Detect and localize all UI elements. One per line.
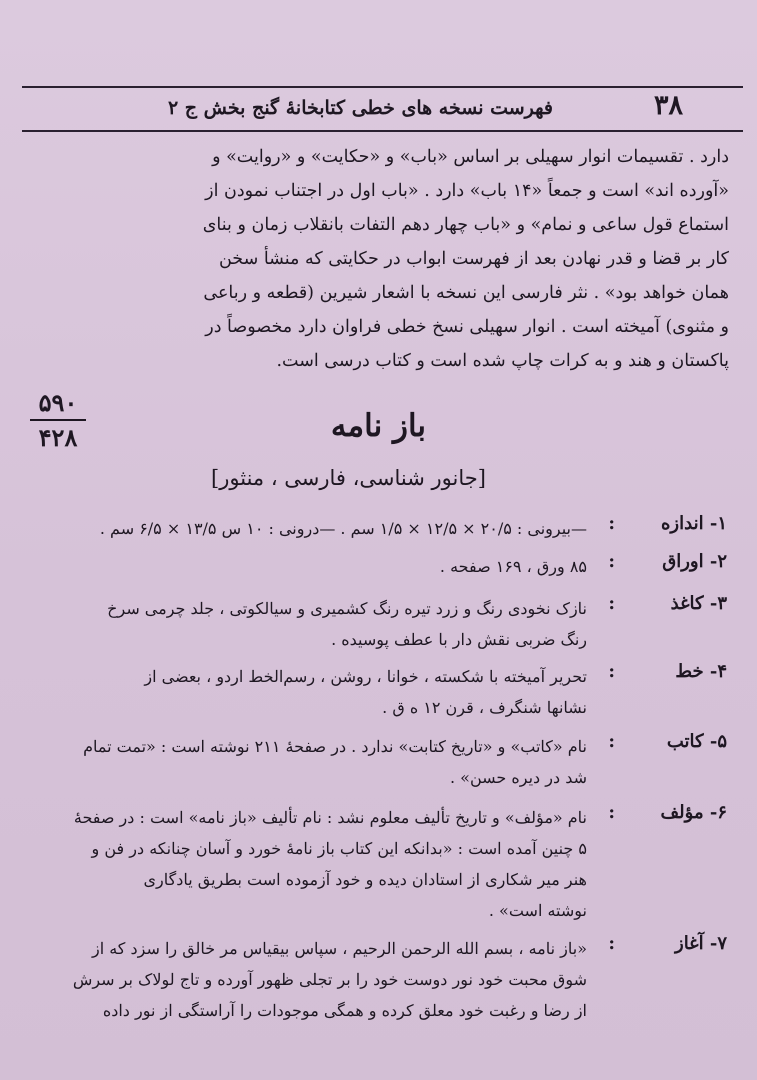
field-size — [22, 513, 727, 545]
page-number: ۳۸ — [653, 90, 683, 121]
field-line: هنر میر شکاری از استادان دیده و خود آزموده است بطریق یادگاری — [143, 870, 587, 889]
field-value — [22, 593, 587, 655]
running-title: فهرست نسخه های خطی کتابخانهٔ گنج بخش ج ۲ — [167, 97, 553, 119]
field-line: تحریر آمیخته با شکسته ، خوانا ، روشن ، رسم‌الخط اردو ، بعضی از — [144, 667, 587, 686]
field-line: «باز نامه ، بسم الله الرحمن الرحیم ، سپاس بیقیاس مر خالق را سزد که از — [91, 939, 587, 958]
field-colon: : — [608, 802, 615, 823]
entry-number-bottom: ۴۲۸ — [38, 423, 78, 452]
paragraph-line: «آورده اند» است و جمعاً «۱۴ باب» دارد . «باب اول در اجتناب نمودن از — [205, 181, 729, 201]
running-header — [22, 86, 743, 132]
entry-number-top: ۵۹۰ — [30, 388, 86, 421]
book-title: باز نامه — [330, 408, 427, 444]
field-label: ۱- اندازه — [661, 513, 727, 534]
field-scribe — [22, 731, 727, 795]
field-line: —بیرونی : ۲۰/۵ × ۱۲/۵ × ۱/۵ سم . —درونی : ۱۰ س ۱۳/۵ × ۶/۵ سم . — [99, 519, 587, 538]
field-value — [22, 551, 587, 582]
field-label: ۷- آغاز — [675, 933, 727, 954]
field-label: ۵- کاتب — [666, 731, 727, 752]
field-label: ۶- مؤلف — [660, 802, 727, 823]
paragraph-line: استماع قول ساعی و نمام» و «باب چهار دهم التفات بانقلاب زمان و بنای — [202, 215, 729, 235]
field-line: ۸۵ ورق ، ۱۶۹ صفحه . — [439, 557, 587, 576]
field-paper — [22, 593, 727, 657]
field-colon: : — [608, 513, 615, 534]
paragraph-line: دارد . تقسیمات انوار سهیلی بر اساس «باب» و «حکایت» و «روایت» و — [212, 147, 729, 167]
field-line: نام «مؤلف» و تاریخ تألیف معلوم نشد : نام تألیف «باز نامه» است : در صفحهٔ — [73, 808, 587, 827]
paragraph-line: و مثنوی) آمیخته است . انوار سهیلی نسخ خطی فراوان دارد مخصوصاً در — [205, 317, 729, 337]
book-subtitle: [جانور شناسی، فارسی ، منثور] — [211, 466, 486, 490]
paragraph-line: کار بر قضا و قدر نهادن بعد از فهرست ابواب در حکایتی که منشأ سخن — [218, 249, 729, 269]
field-colon: : — [608, 661, 615, 682]
field-script — [22, 661, 727, 725]
field-line: ۵ چنین آمده است : «بدانکه این کتاب باز نامهٔ خورد و آسان چنانکه در فن و — [91, 839, 587, 858]
field-author — [22, 802, 727, 928]
field-value — [22, 661, 587, 723]
field-line: شوق محبت خود نور دوست خود را بر تجلی ظهور آورده و تاج لولاک بر سرش — [72, 970, 587, 989]
field-value — [22, 802, 587, 926]
field-value — [22, 731, 587, 793]
field-line: رنگ ضربی نقش دار با عطف پوسیده . — [331, 630, 587, 649]
field-line: نام «کاتب» و «تاریخ کتابت» ندارد . در صفحهٔ ۲۱۱ نوشته است : «تمت تمام — [83, 737, 587, 756]
intro-paragraph — [28, 140, 729, 378]
field-line: نشانها شنگرف ، قرن ۱۲ ه ق . — [382, 698, 587, 717]
field-colon: : — [608, 551, 615, 572]
field-line: نازک نخودی رنگ و زرد تیره رنگ کشمیری و سیالکوتی ، جلد چرمی سرخ — [107, 599, 587, 618]
field-colon: : — [608, 731, 615, 752]
field-colon: : — [608, 593, 615, 614]
field-incipit — [22, 933, 727, 1029]
field-folios — [22, 551, 727, 583]
field-colon: : — [608, 933, 615, 954]
field-line: شد در دیره حسن» . — [449, 768, 587, 787]
field-label: ۳- کاغذ — [670, 593, 727, 614]
field-line: از رضا و رغبت خود معلق کرده و همگی موجودات را آراستگی از نور داده — [102, 1001, 587, 1020]
field-value — [22, 513, 587, 544]
field-line: نوشته است» . — [488, 901, 587, 920]
field-label: ۴- خط — [675, 661, 727, 682]
paragraph-line: همان خواهد بود» . نثر فارسی این نسخه با اشعار شیرین (قطعه و رباعی — [203, 283, 729, 303]
field-value — [22, 933, 587, 1026]
paragraph-line: پاکستان و هند و به کرات چاپ شده است و کتاب درسی است. — [276, 351, 729, 371]
field-label: ۲- اوراق — [662, 551, 727, 572]
